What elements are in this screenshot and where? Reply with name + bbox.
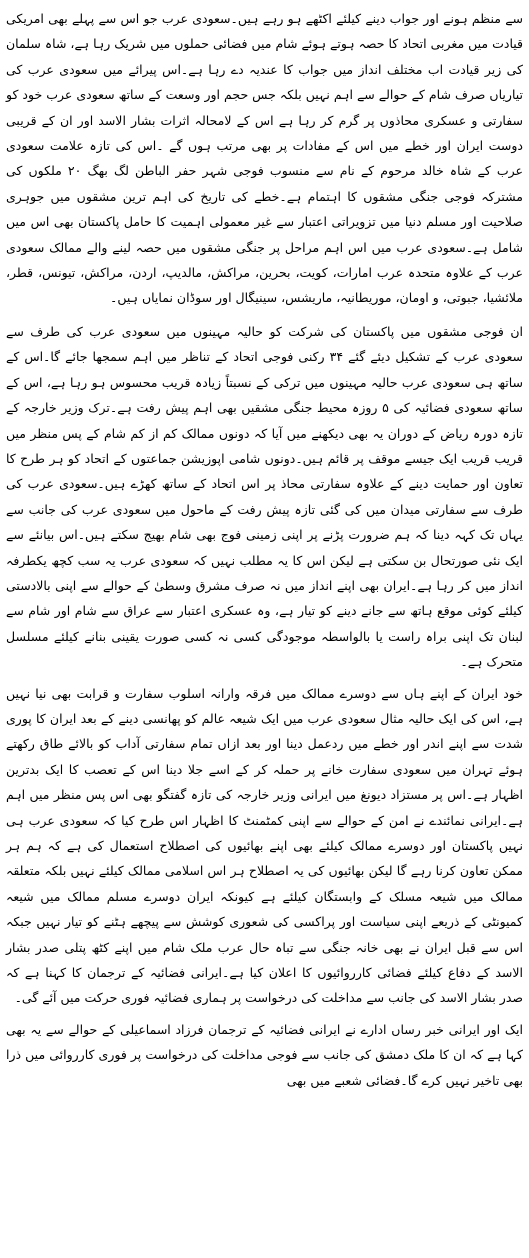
article-paragraph-3: خود ایران کے اپنے ہاں سے دوسرے ممالک میں فرقہ وارانہ اسلوب سفارت و قرابت بھی نیا نہیں ہے، اس کی ایک حالیہ مثال سعودی عرب میں ایک شیعہ عالم کو پھانسی دینے کے بعد ایران کا پوری شدت سے اپنے اندر اور خطے میں ردعمل دینا اور بعد ازاں تمام سفارتی آداب کو بالائے طاق رکھتے ہوئے تہران میں سعودی سفارت خانے پر حملہ کر کے اسے جلا دینا اس کے تعصب کا ایک بدترین اظہار ہے۔اس پر مستزاد دیونغ میں ایرانی وزیر خارجہ کی تازہ گفتگو بھی اس پس منظر میں اہم ہے۔ایرانی نمائندے نے امن کے حوالے سے اپنی کمٹمنٹ کا اظہار اس طرح کیا کہ سعودی عرب ہی نہیں پاکستان اور دوسرے ممالک کیلئے بھی اپنے بھائیوں کی اصطلاح استعمال کی ہے کہ ہم ہر ممکن تعاون کرنا رہے گا لیکن بھائیوں کی یہ اصطلاح ہر اس اسلامی ممالک کیلئے نہیں بلکہ متعلقہ ممالک میں شیعہ مسلک کے وابستگان کیلئے ہے کیونکہ ایران دوسرے مسلم ممالک میں شیعہ کمیونٹی کے ذریعے اپنی سیاست اور پراکسی کی شعوری کوشش سے پیچھے ہٹنے کو تیار نہیں جبکہ اس سے قبل ایران نے بھی خانہ جنگی سے تباہ حال عرب ملک شام میں اپنے کٹھ پتلی صدر بشار الاسد کے دفاع کیلئے فضائی کارروائیوں کا اعلان کیا ہے۔ایرانی فضائیہ کے ترجمان کا کہنا ہے کہ صدر بشار الاسد کی جانب سے مداخلت کی درخواست پر ہماری فضائیہ فوری حرکت میں آئے گی۔	[6, 685, 523, 1006]
article-paragraph-4: ایک اور ایرانی خبر رساں ادارے نے ایرانی فضائیہ کے ترجمان فرزاد اسماعیلی کے حوالے سے یہ بھی کہا ہے کہ ان کا ملک دمشق کی جانب سے فوجی مداخلت کی درخواست پر فوری کارروائی میں ذرا بھی تاخیر نہیں کرے گا۔فضائی شعبے میں بھی	[6, 1021, 523, 1088]
article-paragraph-2: ان فوجی مشقوں میں پاکستان کی شرکت کو حالیہ مہینوں میں سعودی عرب کی طرف سے سعودی عرب کے تشکیل دیئے گئے ۳۴ رکنی فوجی اتحاد کے تناظر میں اہم سمجھا جائے گا۔اس کے ساتھ ہی سعودی عرب حالیہ مہینوں میں ترکی کے نسبتاً زیادہ قریب محسوس ہو رہا ہے، اس کے ساتھ سعودی فضائیہ کی ۵ روزہ محیط جنگی مشقیں بھی اہم پیش رفت ہے۔ترک وزیر خارجہ کے تازہ دورہ ریاض کے دوران یہ بھی دیکھنے میں آیا کہ دونوں ممالک کم از کم شام کے پس منظر میں قریب قریب ایک جیسے موقف پر قائم ہیں۔دونوں شامی اپوزیشن جماعتوں کے اتحاد کو ہر طرح کا تعاون اور حمایت دینے کے علاوہ سفارتی محاذ پر اس اتحاد کے ساتھ کھڑے ہیں۔سعودی عرب کی طرف سے سفارتی میدان میں کی گئی تازہ پیش رفت کے ماحول میں سعودی عرب کی جانب سے یہاں تک کہہ دینا کہ ہم ضرورت پڑنے پر اپنی زمینی فوج بھی شام بھیج سکتے ہیں۔اس بیانئے سے ایک نئی صورتحال بن سکتی ہے لیکن اس کا یہ مطلب نہیں کہ سعودی عرب یہ سب کچھ یکطرفہ انداز میں کر رہا ہے۔ایران بھی اپنے انداز میں نہ صرف مشرق وسطیٰ کے حوالے سے اپنی بالادستی کیلئے کوئی موقع ہاتھ سے جانے دینے کو تیار ہے، وہ عسکری اعتبار سے عراق سے شام اور شام سے لبنان تک اپنی براہ راست یا بالواسطہ موجودگی کسی نہ کسی صورت یقینی بنانے کیلئے مسلسل متحرک ہے۔	[6, 323, 523, 670]
article-paragraph-1: سے منظم ہونے اور جواب دینے کیلئے اکٹھے ہو رہے ہیں۔سعودی عرب جو اس سے پہلے بھی امریکی قیادت میں مغربی اتحاد کا حصہ ہوتے ہوئے شام میں فضائی حملوں میں شریک رہا ہے، شاہ سلمان کی زیر قیادت اب مختلف انداز میں جواب کا عندیہ دے رہا ہے۔اس پیرائے میں سعودی عرب کی تیاریاں صرف شام کے حوالے سے اہم نہیں بلکہ جس حجم اور وسعت کے ساتھ سعودی عرب خود کو سفارتی و عسکری محاذوں پر گرم کر رہا ہے اس کے لامحالہ اثرات بشار الاسد اور ان کے قریبی دوست ایران اور خطے میں اس کے مفادات پر بھی مرتب ہوں گے ۔اس کی تازہ علامت سعودی عرب کے شاہ خالد مرحوم کے نام سے منسوب فوجی شہر حفر الباطن لگ بھگ ۲۰ ملکوں کی مشترکہ فوجی جنگی مشقوں کا اہتمام ہے۔خطے کی تاریخ کی اہم ترین مشقوں میں جوہری صلاحیت اور مسلم دنیا میں تزویراتی اعتبار سے غیر معمولی اہمیت کا حامل پاکستان بھی اس میں شامل ہے۔سعودی عرب میں اس اہم مراحل پر جنگی مشقوں میں حصہ لینے والے ممالک سعودی عرب کے علاوہ متحدہ عرب امارات، کویت، بحرین، مراکش، مالدیپ، اردن، مراکش، تیونس، قطر، ملائشیا، جبوتی، و اومان، موریطانیہ، ماریشس، سینیگال اور سوڈان نمایاں ہیں۔	[6, 11, 523, 306]
